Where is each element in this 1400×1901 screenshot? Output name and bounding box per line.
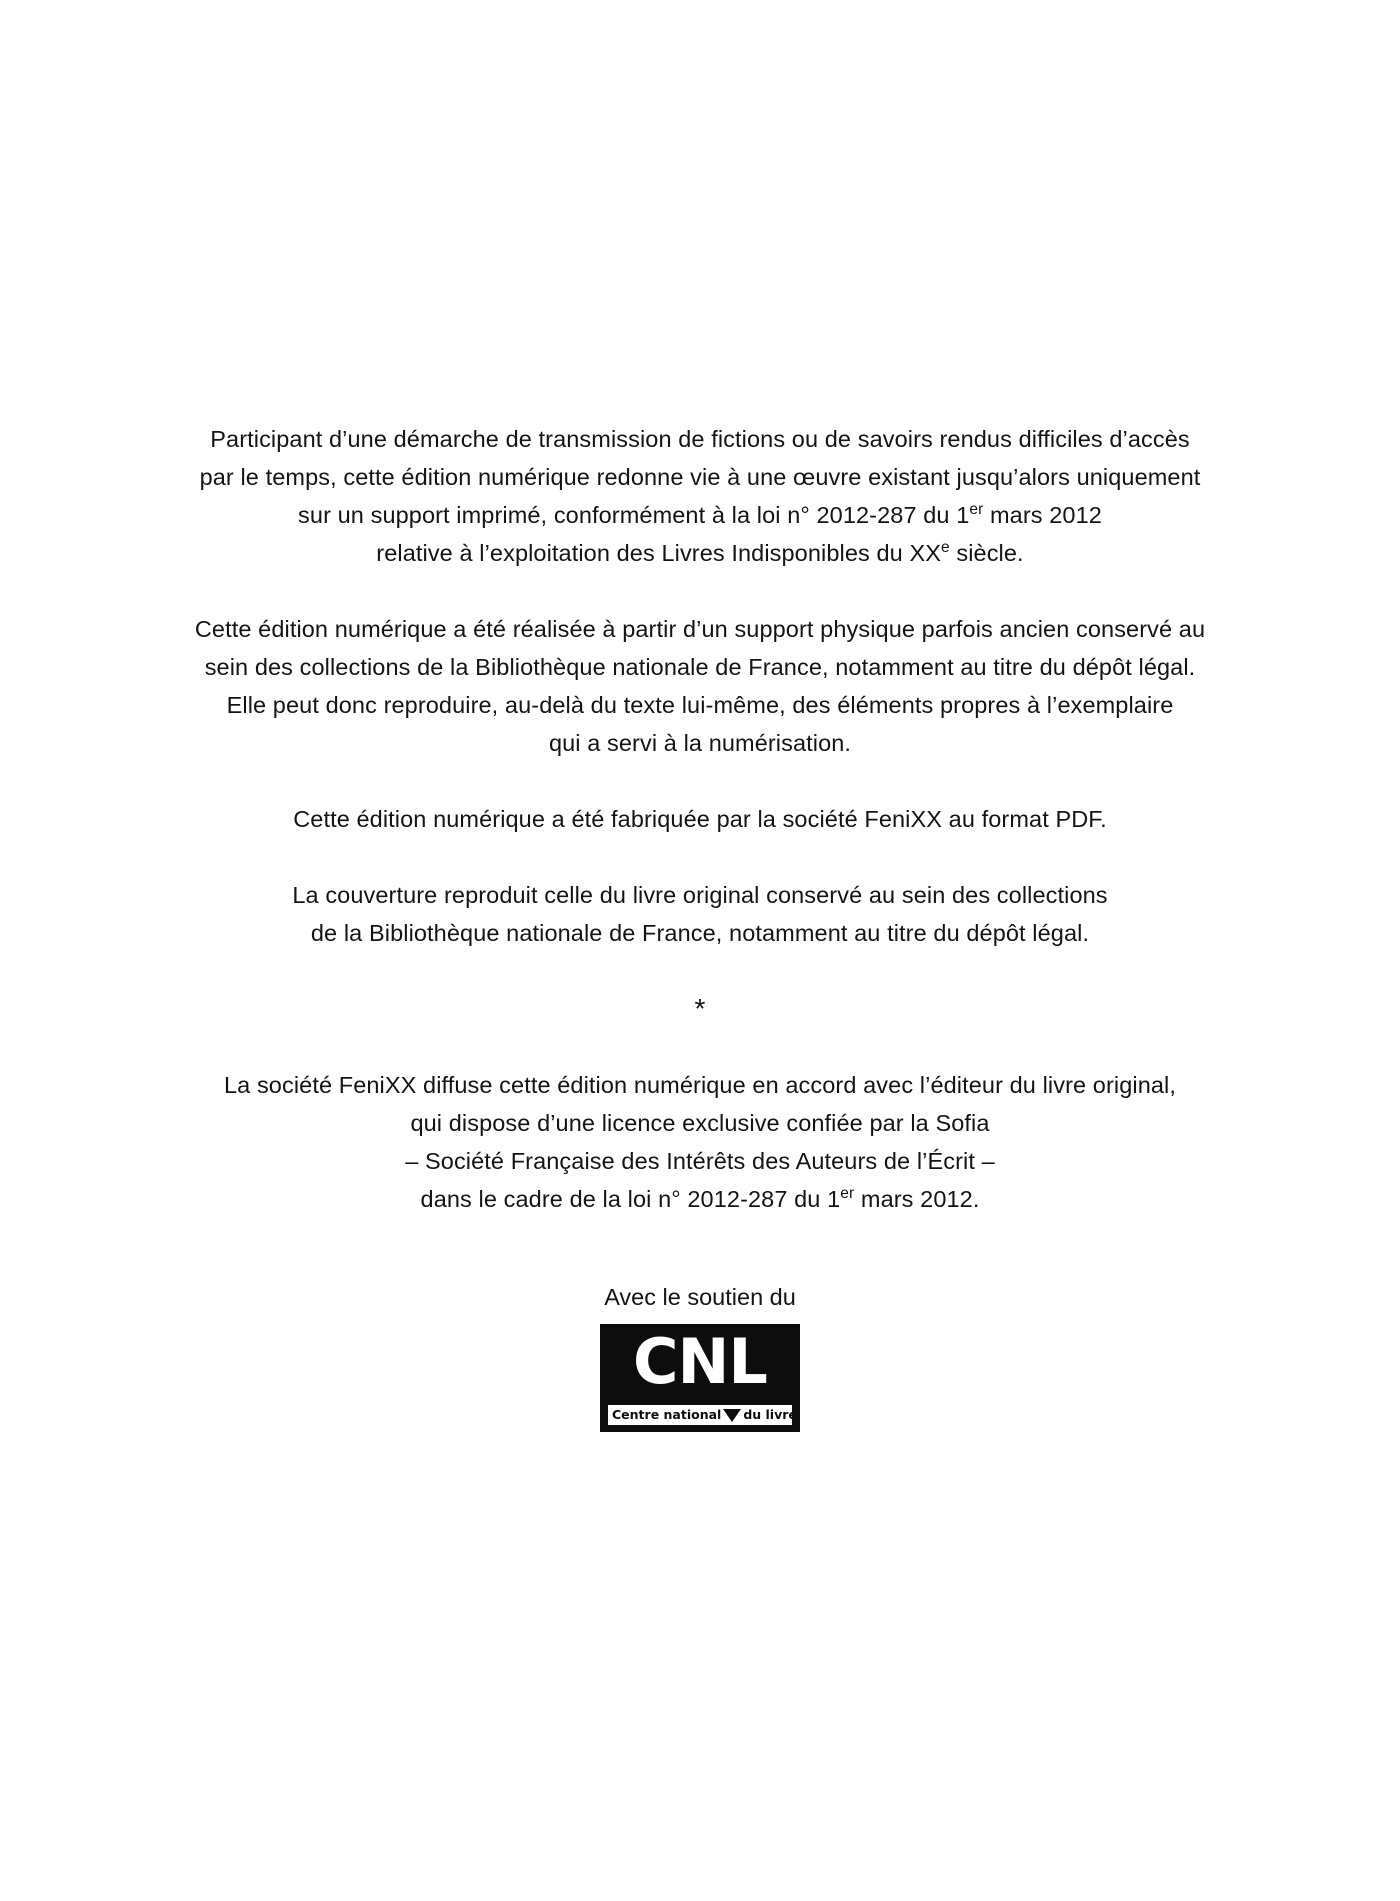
spacer <box>0 762 1400 800</box>
paragraph-line: relative à l’exploitation des Livres Indisponibles du XXe siècle. <box>376 539 1024 566</box>
ordinal-suffix: er <box>969 501 984 519</box>
paragraph-line: La couverture reproduit celle du livre original conservé au sein des collections <box>292 882 1108 908</box>
cnl-logo-tagline-left: Centre national <box>612 1407 722 1422</box>
paragraph-line: dans le cadre de la loi n° 2012-287 du 1er mars 2012. <box>420 1185 980 1212</box>
paragraph-support-physique <box>140 610 1260 762</box>
paragraph-line: Participant d’une démarche de transmission de fictions ou de savoirs rendus difficiles d’accès <box>210 426 1190 452</box>
paragraph-line: – Société Française des Intérêts des Auteurs de l’Écrit – <box>405 1148 995 1174</box>
cnl-logo-wordmark: CNL <box>633 1325 767 1398</box>
paragraph-line: Cette édition numérique a été réalisée à partir d’un support physique parfois ancien conservé au <box>194 616 1206 642</box>
paragraph-line: La société FeniXX diffuse cette édition numérique en accord avec l’éditeur du livre original, <box>223 1072 1177 1098</box>
paragraph-line: Cette édition numérique a été fabriquée par la société FeniXX au format PDF. <box>293 806 1107 832</box>
paragraph-line: par le temps, cette édition numérique redonne vie à une œuvre existant jusqu’alors uniquement <box>199 464 1201 490</box>
ordinal-suffix: e <box>941 539 950 557</box>
paragraph-fabrication <box>140 800 1260 838</box>
cnl-logo-tagline <box>608 1405 797 1425</box>
paragraph-line: sur un support imprimé, conformément à la loi n° 2012-287 du 1er mars 2012 <box>298 501 1102 528</box>
paragraph-line: de la Bibliothèque nationale de France, notamment au titre du dépôt légal. <box>310 920 1090 946</box>
paragraph-line: Elle peut donc reproduire, au-delà du texte lui-même, des éléments propres à l’exemplaire <box>226 692 1174 718</box>
triangle-icon <box>723 1409 741 1422</box>
paragraph-diffusion <box>140 1066 1260 1218</box>
spacer <box>0 838 1400 876</box>
section-separator: * <box>694 993 706 1024</box>
paragraph-line: qui a servi à la numérisation. <box>548 730 852 756</box>
paragraph-transmission <box>140 420 1260 572</box>
spacer <box>0 952 1400 990</box>
paragraph-line: sein des collections de la Bibliothèque nationale de France, notamment au titre du dépôt légal. <box>204 654 1196 680</box>
paragraph-couverture <box>140 876 1260 952</box>
paragraph-line: qui dispose d’une licence exclusive confiée par la Sofia <box>410 1110 990 1136</box>
spacer <box>0 572 1400 610</box>
support-label: Avec le soutien du <box>604 1284 796 1310</box>
support-section <box>0 1280 1400 1432</box>
ordinal-suffix: er <box>840 1185 855 1203</box>
cnl-logo-tagline-right: du livre <box>743 1407 797 1422</box>
cnl-logo <box>600 1324 800 1432</box>
spacer <box>0 1028 1400 1066</box>
